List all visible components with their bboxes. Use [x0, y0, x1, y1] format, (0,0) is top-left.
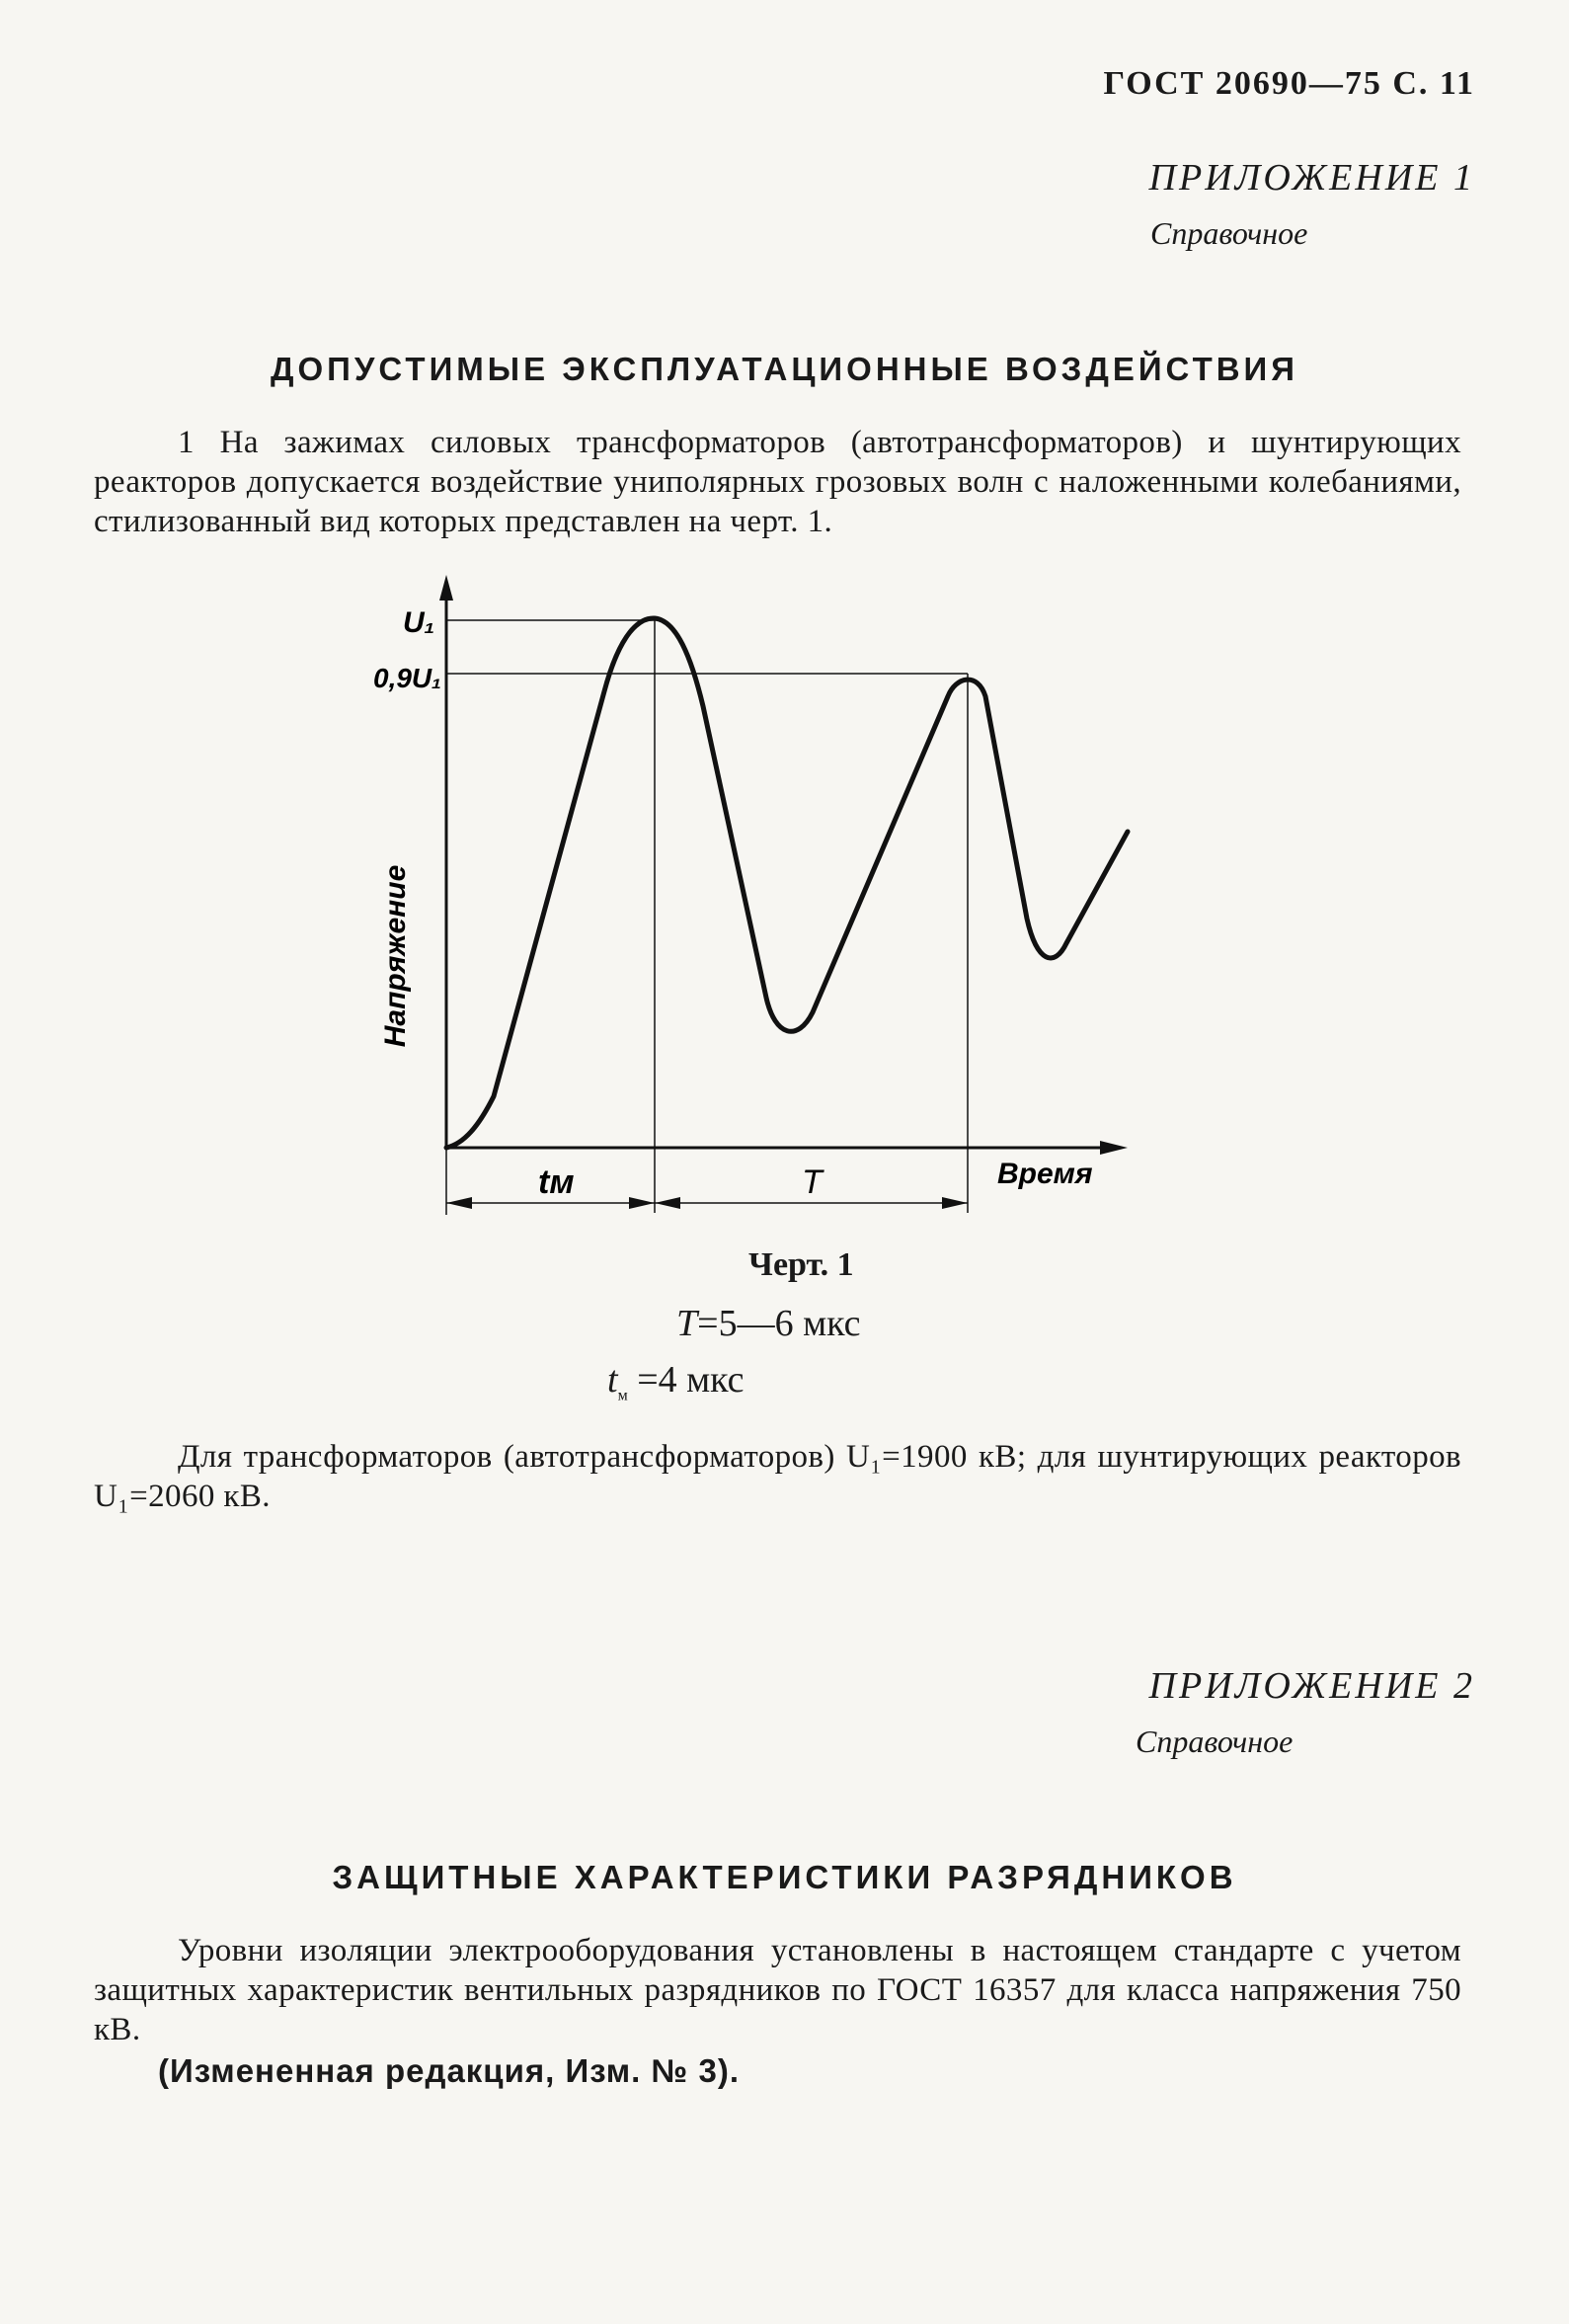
y-axis-arrow: [439, 575, 453, 601]
formula-T-value: =5—6 мкс: [697, 1303, 861, 1344]
y-axis-title: Напряжение: [379, 864, 412, 1048]
formula-T: [676, 1302, 861, 1345]
dim-label-T: T: [802, 1163, 823, 1201]
appendix1-title: ПРИЛОЖЕНИЕ 1: [1148, 157, 1475, 199]
appendix2-heading: ЗАЩИТНЫЕ ХАРАКТЕРИСТИКИ РАЗРЯДНИКОВ: [332, 1859, 1237, 1895]
tm-arrow-left: [446, 1197, 472, 1209]
appendix2-paragraph: Уровни изоляции электрооборудования установлены в настоящем стандарте с учетом защитных характеристик вентильных разрядников по ГОСТ 16357 для класса напряжения 750 кВ.: [94, 1933, 1461, 2047]
formula-T-symbol: T: [676, 1303, 698, 1344]
figure-caption: Черт. 1: [748, 1246, 854, 1283]
waveform-curve: [446, 618, 1128, 1148]
T-arrow-left: [655, 1197, 680, 1209]
formula-tm-sub: м: [617, 1387, 628, 1404]
formula-tm-symbol: t: [607, 1359, 618, 1401]
appendix2-subtitle: Справочное: [1136, 1723, 1294, 1759]
x-axis-arrow: [1100, 1141, 1128, 1155]
formula-tm: [607, 1358, 745, 1405]
amendment-note: (Измененная редакция, Изм. № 3).: [158, 2052, 740, 2089]
x-axis-title: Время: [997, 1158, 1093, 1190]
T-arrow-right: [942, 1197, 968, 1209]
tm-arrow-right: [629, 1197, 655, 1209]
page-header-ref: ГОСТ 20690—75 С. 11: [1103, 65, 1475, 102]
appendix1-paragraph: 1 На зажимах силовых трансформаторов (автотрансформаторов) и шунтирующих реакторов допускается воздействие униполярных грозовых волн с наложенными колебаниями, стилизованный вид которых представлен на черт. 1.: [94, 425, 1461, 539]
appendix2-title: ПРИЛОЖЕНИЕ 2: [1148, 1665, 1475, 1707]
y-label-u1: U₁: [403, 606, 435, 639]
appendix1-note: Для трансформаторов (автотрансформаторов) U₁=1900 кВ; для шунтирующих реакторов U₁=2060 кВ.: [94, 1439, 1461, 1514]
appendix1-heading: ДОПУСТИМЫЕ ЭКСПЛУАТАЦИОННЫЕ ВОЗДЕЙСТВИЯ: [271, 351, 1298, 387]
formula-tm-value: =4 мкс: [637, 1359, 745, 1401]
figure-waveform: [355, 568, 1165, 1225]
y-label-09u1: 0,9U₁: [373, 663, 442, 693]
appendix1-subtitle: Справочное: [1150, 215, 1308, 251]
dim-label-tm: tм: [538, 1163, 575, 1201]
